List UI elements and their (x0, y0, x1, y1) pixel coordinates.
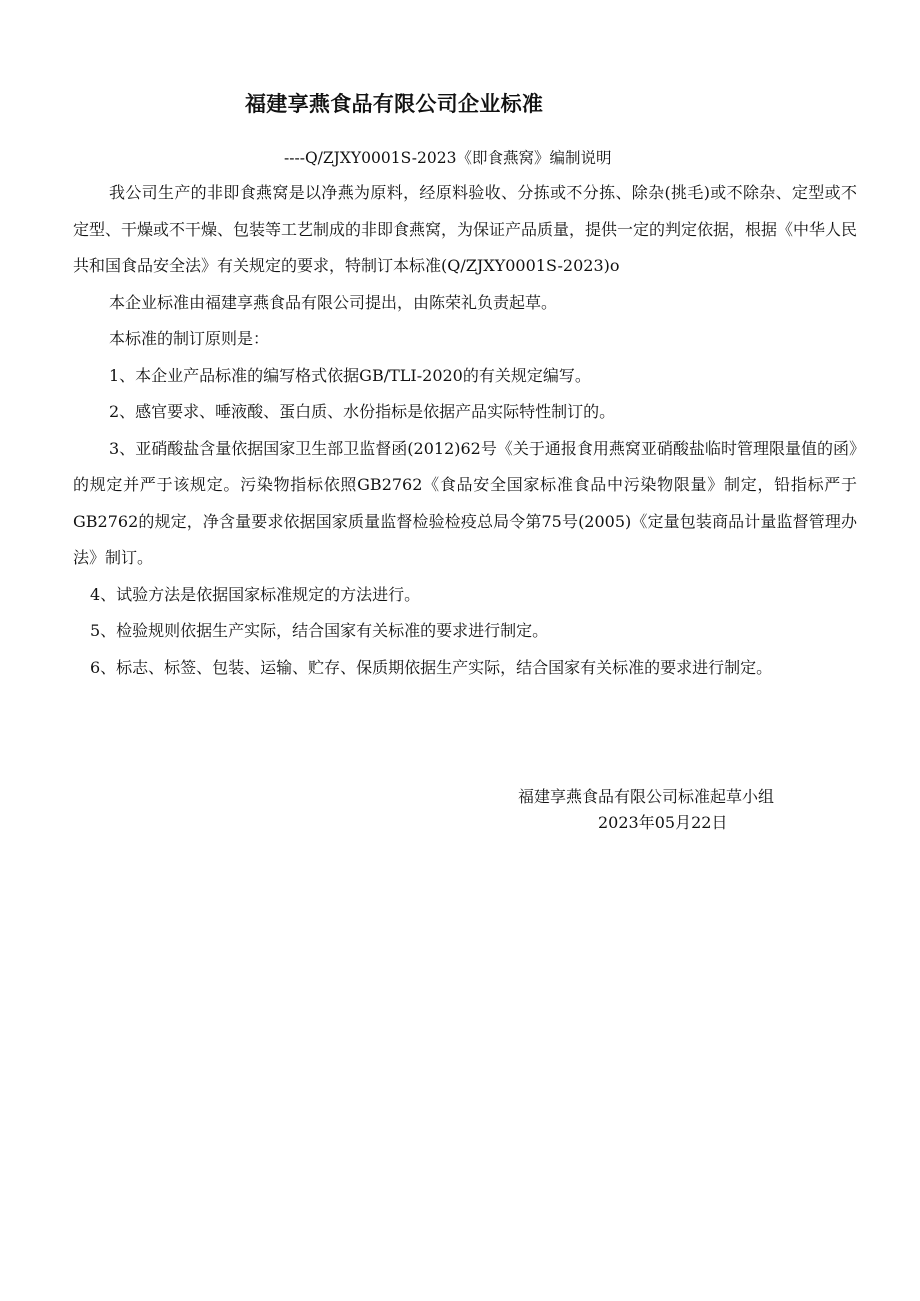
document-body (73, 175, 857, 686)
principles-heading: 本标准的制订原则是： (109, 329, 270, 348)
signature-block (518, 784, 774, 836)
principle-item-2: 2、感官要求、唾液酸、蛋白质、水份指标是依据产品实际特性制订的。 (109, 402, 616, 421)
signature-org: 福建享燕食品有限公司标准起草小组 (518, 787, 775, 806)
drafter-paragraph: 本企业标准由福建享燕食品有限公司提出，由陈荣礼负责起草。 (109, 292, 558, 312)
signature-date: 2023年05月22日 (598, 813, 728, 832)
principle-item-5: 5、检验规则依据生产实际，结合国家有关标准的要求进行制定。 (90, 621, 549, 640)
document-subtitle: ----Q/ZJXY0001S-2023《即食燕窝》编制说明 (284, 149, 612, 167)
principle-item-6: 6、标志、标签、包装、运输、贮存、保质期依据生产实际，结合国家有关标准的要求进行制定。 (90, 657, 773, 677)
principle-item-1: 1、本企业产品标准的编写格式依据GB/TLI-2020的有关规定编写。 (109, 365, 591, 385)
principle-item-3: 3、亚硝酸盐含量依据国家卫生部卫监督函(2012)62号《关于通报食用燕窝亚硝酸盐临时管理限量值的函》的规定并严于该规定。污染物指标依照GB2762《食品安全国家标准食品中污染物限量》制定，铅指标严于GB2762的规定，净含量要求依据国家质量监督检验检疫总局令第75号(2005)《定量包装商品计量监督管理办法》制订。 (73, 438, 857, 567)
intro-paragraph: 我公司生产的非即食燕窝是以净燕为原料，经原料验收、分拣或不分拣、除杂(挑毛)或不除杂、定型或不定型、干燥或不干燥、包装等工艺制成的非即食燕窝，为保证产品质量，提供一定的判定依据，根据《中华人民共和国食品安全法》有关规定的要求，特制订本标准(Q/ZJXY0001S-2023)o (73, 183, 858, 275)
document-title: 福建享燕食品有限公司企业标准 (245, 92, 544, 116)
principle-item-4: 4、试验方法是依据国家标准规定的方法进行。 (90, 584, 421, 604)
